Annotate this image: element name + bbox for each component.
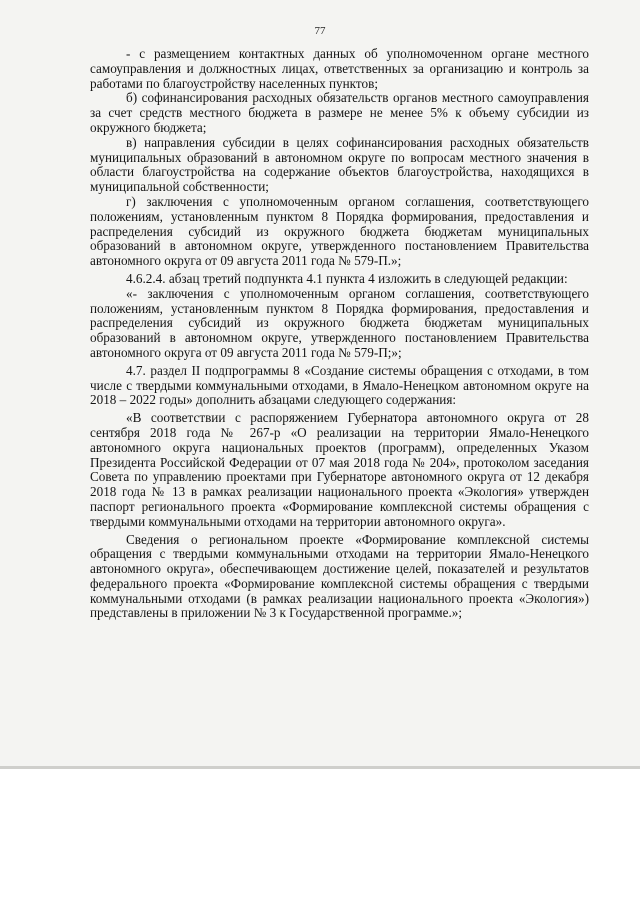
paragraph-item-v: в) направления субсидии в целях софинансирования расходных обязательств муниципальных образований в автономном округе по вопросам местного значения в области благоустройства на содержание объектов благоустройства, находящихся в муниципальной собственности; xyxy=(90,134,589,195)
scan-bottom-edge xyxy=(0,766,640,769)
page-number: 77 xyxy=(314,25,326,37)
document-body xyxy=(90,47,589,621)
paragraph-contact-info: - с размещением контактных данных об уполномоченном органе местного самоуправления и должностных лицах, ответственных за организацию и контроль за работами по благоустройству населенных пунктов; xyxy=(90,46,589,91)
paragraph-item-g: г) заключения с уполномоченным органом соглашения, соответствующего положениям, установленным пунктом 8 Порядка формирования, предоставления и распределения субсидий из окружного бюджета бюджетам муниципальных образований в автономном округе, утвержденного постановлением Правительства автономного округа от 09 августа 2011 года № 579-П.»; xyxy=(90,193,589,269)
paragraph-4-6-2-4: 4.6.2.4. абзац третий подпункта 4.1 пункта 4 изложить в следующей редакции: xyxy=(126,270,568,286)
paragraph-governor-order: «В соответствии с распоряжением Губернатора автономного округа от 28 сентября 2018 года № 267-р «О реализации на территории Ямало-Ненецкого автономного округа национальных проектов (программ), определенных Указом Президента Российской Федерации от 07 мая 2018 года № 204», протоколом заседания Совета по управлению проектами при Губернаторе автономного округа от 12 декабря 2018 года № 13 в рамках реализации национального проекта «Экология» утвержден паспорт регионального проекта «Формирование комплексной системы обращения с твердыми коммунальными отходами на территории автономного округа». xyxy=(90,410,589,529)
paragraph-item-b: б) софинансирования расходных обязательств органов местного самоуправления за счет средств местного бюджета в размере не менее 5% к объему субсидии из окружного бюджета; xyxy=(90,90,589,135)
paragraph-new-wording: «- заключения с уполномоченным органом соглашения, соответствующего положениям, установленным пунктом 8 Порядка формирования, предоставления и распределения субсидий из окружного бюджета бюджетам муниципальных образований в автономном округе, утвержденного постановлением Правительства автономного округа от 09 августа 2011 года № 579-П;»; xyxy=(90,285,589,360)
paragraph-4-7: 4.7. раздел II подпрограммы 8 «Создание системы обращения с отходами, в том числе с твердыми коммунальными отходами, в Ямало-Ненецком автономном округе на 2018 – 2022 годы» дополнить абзацами следующего содержания: xyxy=(90,362,589,408)
paragraph-regional-project: Сведения о региональном проекте «Формирование комплексной системы обращения с твердыми коммунальными отходами на территории Ямало-Ненецкого автономного округа», обеспечивающем достижение целей, показателей и результатов федерального проекта «Формирование комплексной системы обращения с твердыми коммунальными отходами (в рамках реализации национального проекта «Экология») представлены в приложении № 3 к Государственной программе.»; xyxy=(90,531,589,621)
